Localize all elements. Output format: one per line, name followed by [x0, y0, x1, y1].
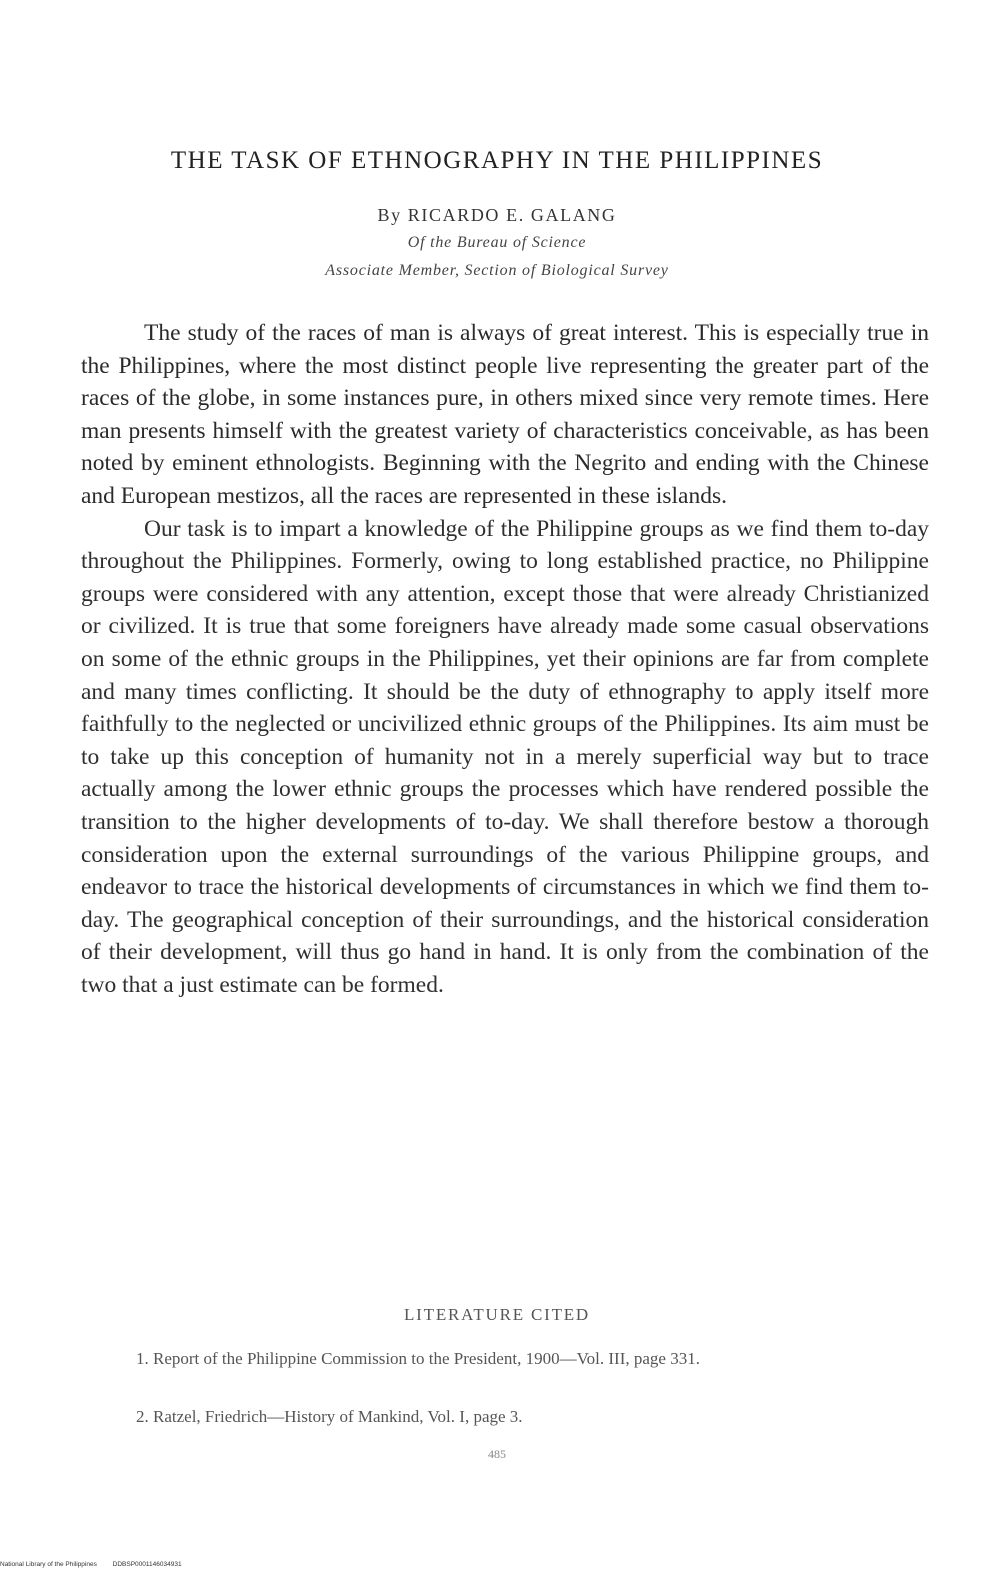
literature-cited-heading: LITERATURE CITED	[403, 1305, 591, 1324]
reference-1: 1. Report of the Philippine Commission to the President, 1900—Vol. III, page 331.	[136, 1349, 700, 1368]
author-affiliation: Of the Bureau of Science	[407, 234, 587, 251]
scan-id: DDBSP0001146034931	[112, 1561, 182, 1568]
page-number: 485	[488, 1447, 506, 1461]
paragraph-1: The study of the races of man is always of great interest. This is especially true in the Philippines, where the most distinct people live representing the greater part of the races of the globe, in some instances pure, in others mixed since very remote times. Here man presents himself with the greatest variety of characteristics conceivable, as has been noted by eminent ethnologists. Beginning with the Negrito and ending with the Chinese and European mestizos, all the races are represented in these islands.	[81, 320, 929, 509]
article-body	[81, 317, 929, 1001]
paragraph-2: Our task is to impart a knowledge of the Philippine groups as we find them to-day throughout the Philippines. Formerly, owing to long established practice, no Philippine groups were considered with any attention, except those that were already Christianized or civilized. It is true that some foreigners have already made some casual observations on some of the ethnic groups in the Philippines, yet their opinions are far from complete and many times conflicting. It should be the duty of ethnography to apply itself more faithfully to the neglected or uncivilized ethnic groups of the Philippines. Its aim must be to take up this conception of humanity not in a merely superficial way but to trace actually among the lower ethnic groups the processes which have rendered possible the transition to the higher developments of to-day. We shall therefore bestow a thorough consideration upon the external surroundings of the various Philippine groups, and endeavor to trace the historical developments of circumstances in which we find them to-day. The geographical conception of their surroundings, and the historical consideration of their development, will thus go hand in hand. It is only from the combination of the two that a just estimate can be formed.	[81, 515, 929, 998]
article-title: THE TASK OF ETHNOGRAPHY IN THE PHILIPPINES	[170, 147, 824, 174]
scan-footer	[0, 1560, 994, 1570]
author-membership: Associate Member, Section of Biological Survey	[325, 262, 669, 279]
reference-2: 2. Ratzel, Friedrich—History of Mankind, Vol. I, page 3.	[136, 1407, 523, 1426]
library-name: National Library of the Philippines	[0, 1561, 97, 1568]
author-byline: By RICARDO E. GALANG	[377, 205, 617, 225]
